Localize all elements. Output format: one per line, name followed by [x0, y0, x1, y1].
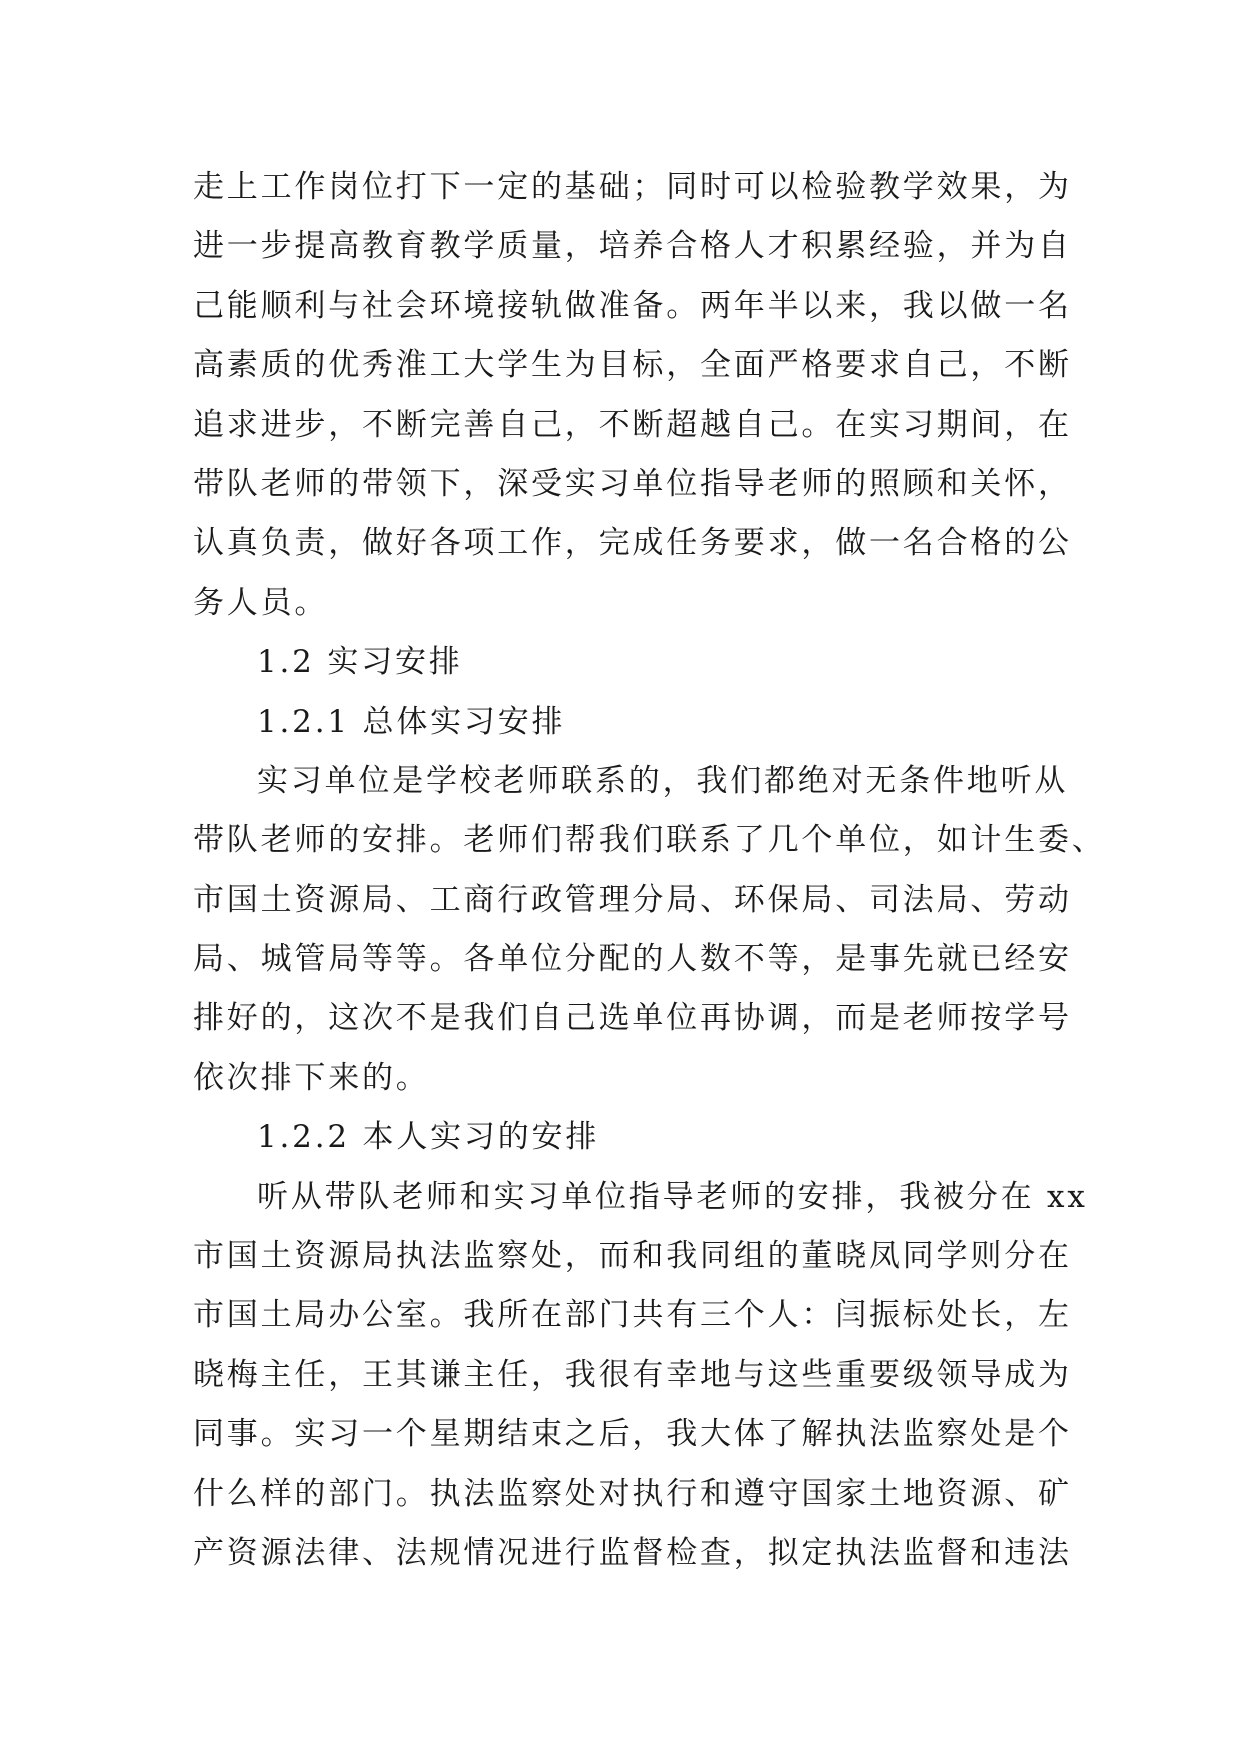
text-line: 带队老师的带领下，深受实习单位指导老师的照顾和关怀，: [193, 465, 1072, 502]
subsection-heading: 1.2.2 本人实习的安排: [257, 1119, 600, 1156]
paragraph-first-line: 实习单位是学校老师联系的，我们都绝对无条件地听从: [257, 762, 1069, 799]
text-line: 依次排下来的。: [193, 1059, 430, 1096]
document-body: [193, 158, 1106, 1583]
text-line: 己能顺利与社会环境接轨做准备。两年半以来，我以做一名: [193, 287, 1072, 324]
text-line: 市国土局办公室。我所在部门共有三个人：闫振标处长，左: [193, 1297, 1072, 1334]
paragraph-first-line: 听从带队老师和实习单位指导老师的安排，我被分在 xx: [257, 1178, 1088, 1215]
text-line: 同事。实习一个星期结束之后，我大体了解执法监察处是个: [193, 1416, 1072, 1453]
text-line: 带队老师的安排。老师们帮我们联系了几个单位，如计生委、: [193, 822, 1106, 859]
text-line: 什么样的部门。执法监察处对执行和遵守国家土地资源、矿: [193, 1475, 1072, 1512]
text-line: 市国土资源局、工商行政管理分局、环保局、司法局、劳动: [193, 881, 1072, 918]
text-line: 晓梅主任，王其谦主任，我很有幸地与这些重要级领导成为: [193, 1356, 1072, 1393]
text-line: 产资源法律、法规情况进行监督检查，拟定执法监督和违法: [193, 1534, 1072, 1571]
section-heading: 1.2 实习安排: [257, 644, 463, 681]
text-line: 局、城管局等等。各单位分配的人数不等，是事先就已经安: [193, 941, 1072, 978]
text-line: 务人员。: [193, 584, 329, 621]
subsection-heading: 1.2.1 总体实习安排: [257, 703, 566, 740]
text-line: 进一步提高教育教学质量，培养合格人才积累经验，并为自: [193, 228, 1072, 265]
text-line: 追求进步，不断完善自己，不断超越自己。在实习期间，在: [193, 406, 1072, 443]
text-line: 高素质的优秀淮工大学生为目标，全面严格要求自己，不断: [193, 347, 1072, 384]
text-line: 市国土资源局执法监察处，而和我同组的董晓凤同学则分在: [193, 1238, 1072, 1275]
text-line: 认真负责，做好各项工作，完成任务要求，做一名合格的公: [193, 525, 1072, 562]
text-line: 排好的，这次不是我们自己选单位再协调，而是老师按学号: [193, 1000, 1072, 1037]
text-line: 走上工作岗位打下一定的基础；同时可以检验教学效果，为: [193, 169, 1072, 205]
